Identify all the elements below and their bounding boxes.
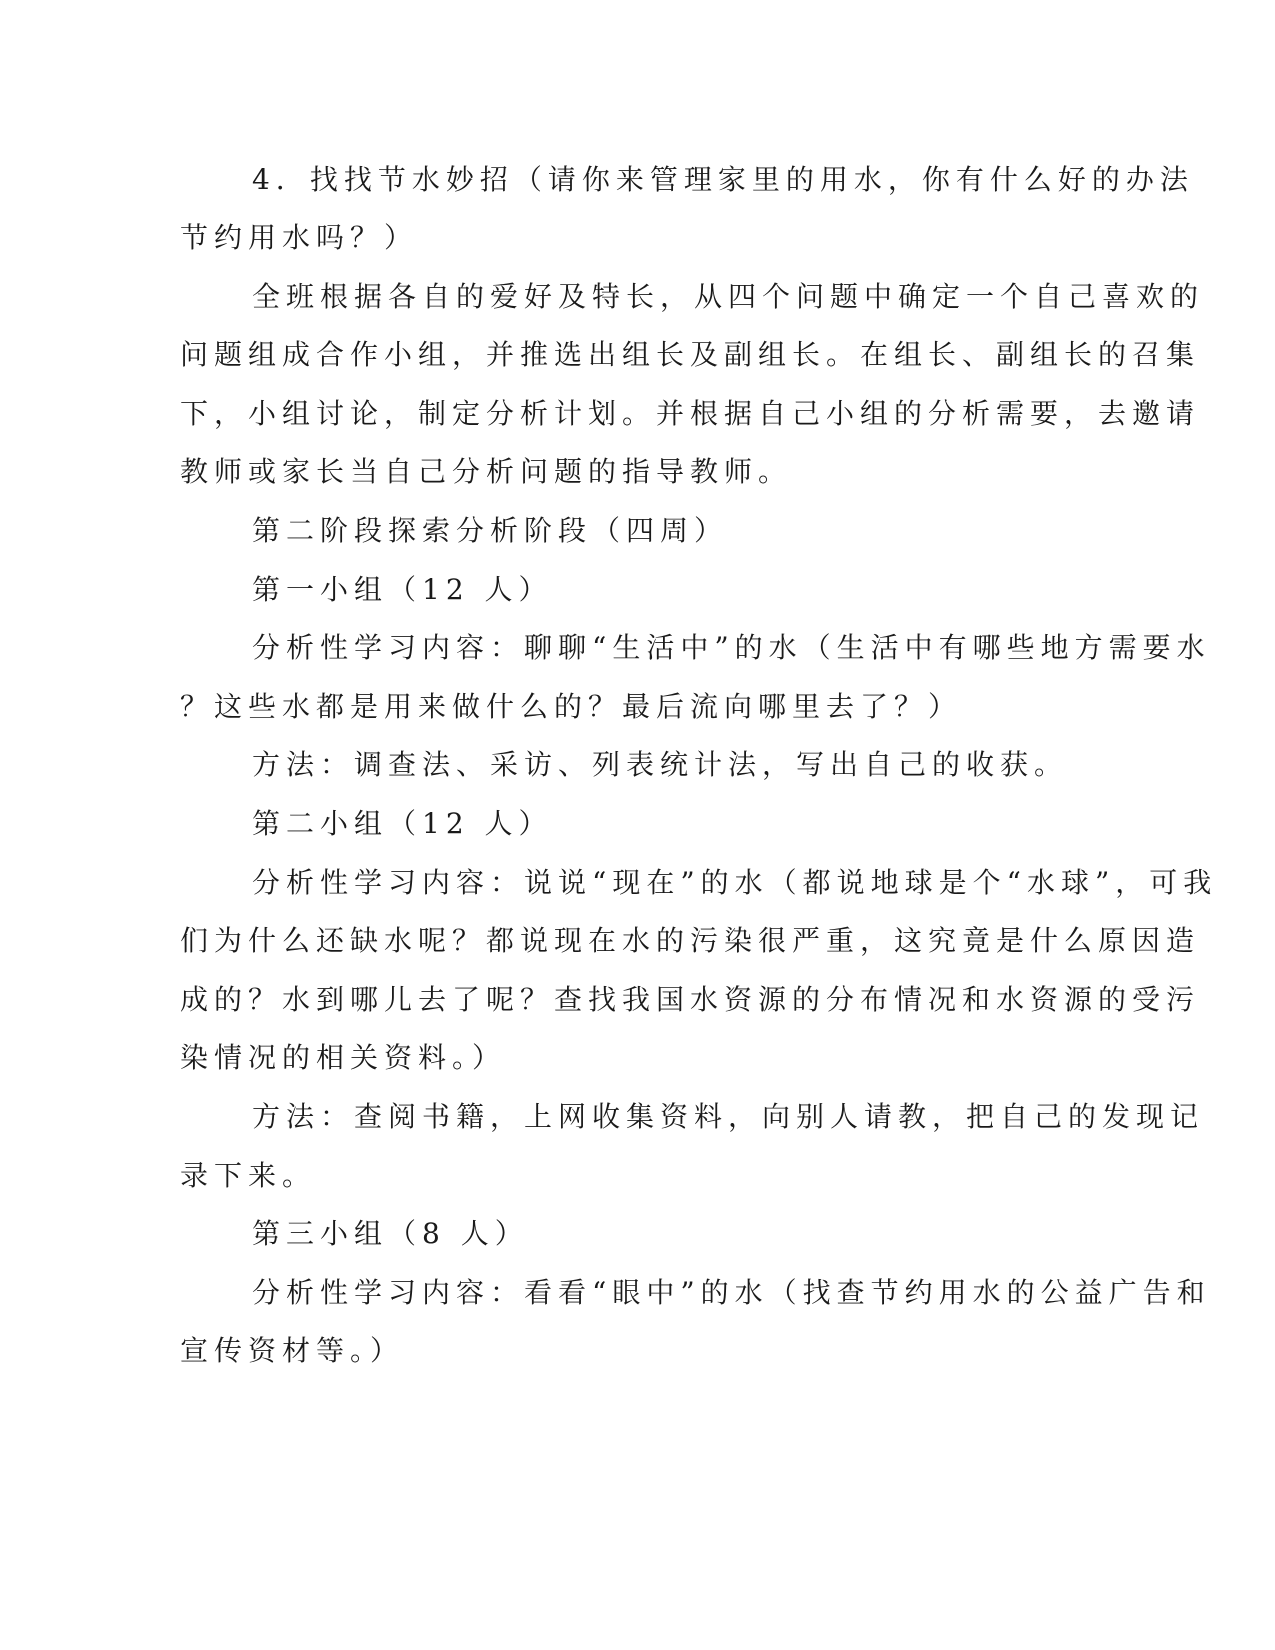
text-line-21: 宣传资材等。） <box>180 1334 405 1367</box>
text-line-13: 分析性学习内容：说说“现在”的水（都说地球是个“水球”，可我 <box>252 866 1218 899</box>
text-line-6: 教师或家长当自己分析问题的指导教师。 <box>180 455 793 488</box>
text-line-11: 方法：调查法、采访、列表统计法，写出自己的收获。 <box>252 748 1069 781</box>
group-heading-1: 第一小组（12 人） <box>252 573 553 606</box>
text-line-18: 录下来。 <box>180 1159 317 1192</box>
text-line-9: 分析性学习内容：聊聊“生活中”的水（生活中有哪些地方需要水 <box>252 631 1211 664</box>
text-line-2: 节约用水吗？） <box>180 221 419 254</box>
text-line-14: 们为什么还缺水呢？都说现在水的污染很严重，这究竟是什么原因造 <box>180 924 1201 957</box>
text-line-16: 染情况的相关资料。） <box>180 1041 507 1074</box>
text-line-1: 4．找找节水妙招（请你来管理家里的用水，你有什么好的办法 <box>252 163 1194 196</box>
text-line-3: 全班根据各自的爱好及特长，从四个问题中确定一个自己喜欢的 <box>252 280 1205 313</box>
group-heading-3: 第三小组（8 人） <box>252 1217 529 1250</box>
group-heading-2: 第二小组（12 人） <box>252 807 553 840</box>
text-line-20: 分析性学习内容：看看“眼中”的水（找查节约用水的公益广告和 <box>252 1276 1211 1309</box>
text-line-15: 成的？水到哪儿去了呢？查找我国水资源的分布情况和水资源的受污 <box>180 983 1201 1016</box>
text-line-4: 问题组成合作小组，并推选出组长及副组长。在组长、副组长的召集 <box>180 338 1201 371</box>
text-line-5: 下，小组讨论，制定分析计划。并根据自己小组的分析需要，去邀请 <box>180 397 1201 430</box>
text-line-17: 方法：查阅书籍，上网收集资料，向别人请教，把自己的发现记 <box>252 1100 1205 1133</box>
text-line-10: ？这些水都是用来做什么的？最后流向哪里去了？） <box>180 690 963 723</box>
section-heading-phase-two: 第二阶段探索分析阶段（四周） <box>252 514 729 547</box>
